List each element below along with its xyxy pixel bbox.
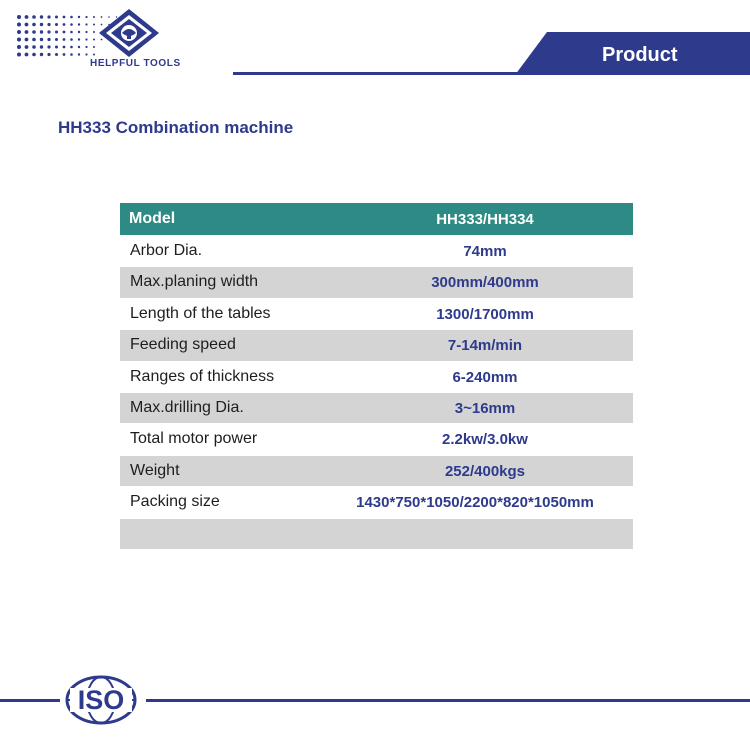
spec-label: Total motor power (130, 430, 258, 448)
brand-name: HELPFUL TOOLS (90, 58, 181, 69)
spec-row-empty (120, 518, 633, 549)
spec-row-weight (120, 455, 633, 486)
spec-label: Feeding speed (130, 336, 236, 354)
spec-value: 300mm/400mm (431, 274, 539, 292)
iso-globe-icon (64, 675, 138, 725)
page-title: HH333 Combination machine (58, 118, 294, 137)
iso-badge-text: ISO (77, 685, 125, 715)
spec-value: 252/400kgs (444, 462, 526, 480)
spec-value: 1300/1700mm (436, 305, 534, 323)
spec-row-feeding-speed (120, 329, 633, 360)
spec-label: Packing size (130, 493, 220, 511)
spec-row-total-motor-power (120, 423, 633, 454)
product-tab-label: Product (602, 44, 678, 66)
spec-value: 1430*750*1050/2200*820*1050mm (356, 494, 594, 512)
spec-row-max-planing-width (120, 266, 633, 297)
spec-row-arbor-dia (120, 235, 633, 266)
spec-header-value: HH333/HH334 (436, 211, 534, 228)
spec-row-length-of-tables (120, 298, 633, 329)
spec-table (120, 203, 633, 549)
spec-value: 74mm (463, 243, 507, 260)
spec-value: 3~16mm (454, 399, 516, 417)
spec-table-header (120, 203, 633, 235)
spec-row-max-drilling-dia (120, 392, 633, 423)
spec-row-packing-size (120, 486, 633, 517)
spec-value: 7-14m/min (447, 337, 523, 355)
footer-divider-left (0, 699, 60, 702)
spec-label: Weight (130, 461, 180, 479)
spec-header-label: Model (129, 210, 176, 227)
brand-logo-icon (98, 8, 160, 58)
spec-label: Ranges of thickness (130, 367, 275, 385)
spec-label: Max.drilling Dia. (130, 398, 244, 416)
spec-value: 6-240mm (452, 368, 518, 386)
spec-row-ranges-of-thickness (120, 361, 633, 392)
spec-label: Length of the tables (130, 304, 271, 322)
spec-value: 2.2kw/3.0kw (442, 431, 528, 449)
spec-label: Arbor Dia. (130, 242, 203, 259)
spec-label: Max.planing width (130, 273, 259, 291)
footer-divider-right (146, 699, 750, 702)
